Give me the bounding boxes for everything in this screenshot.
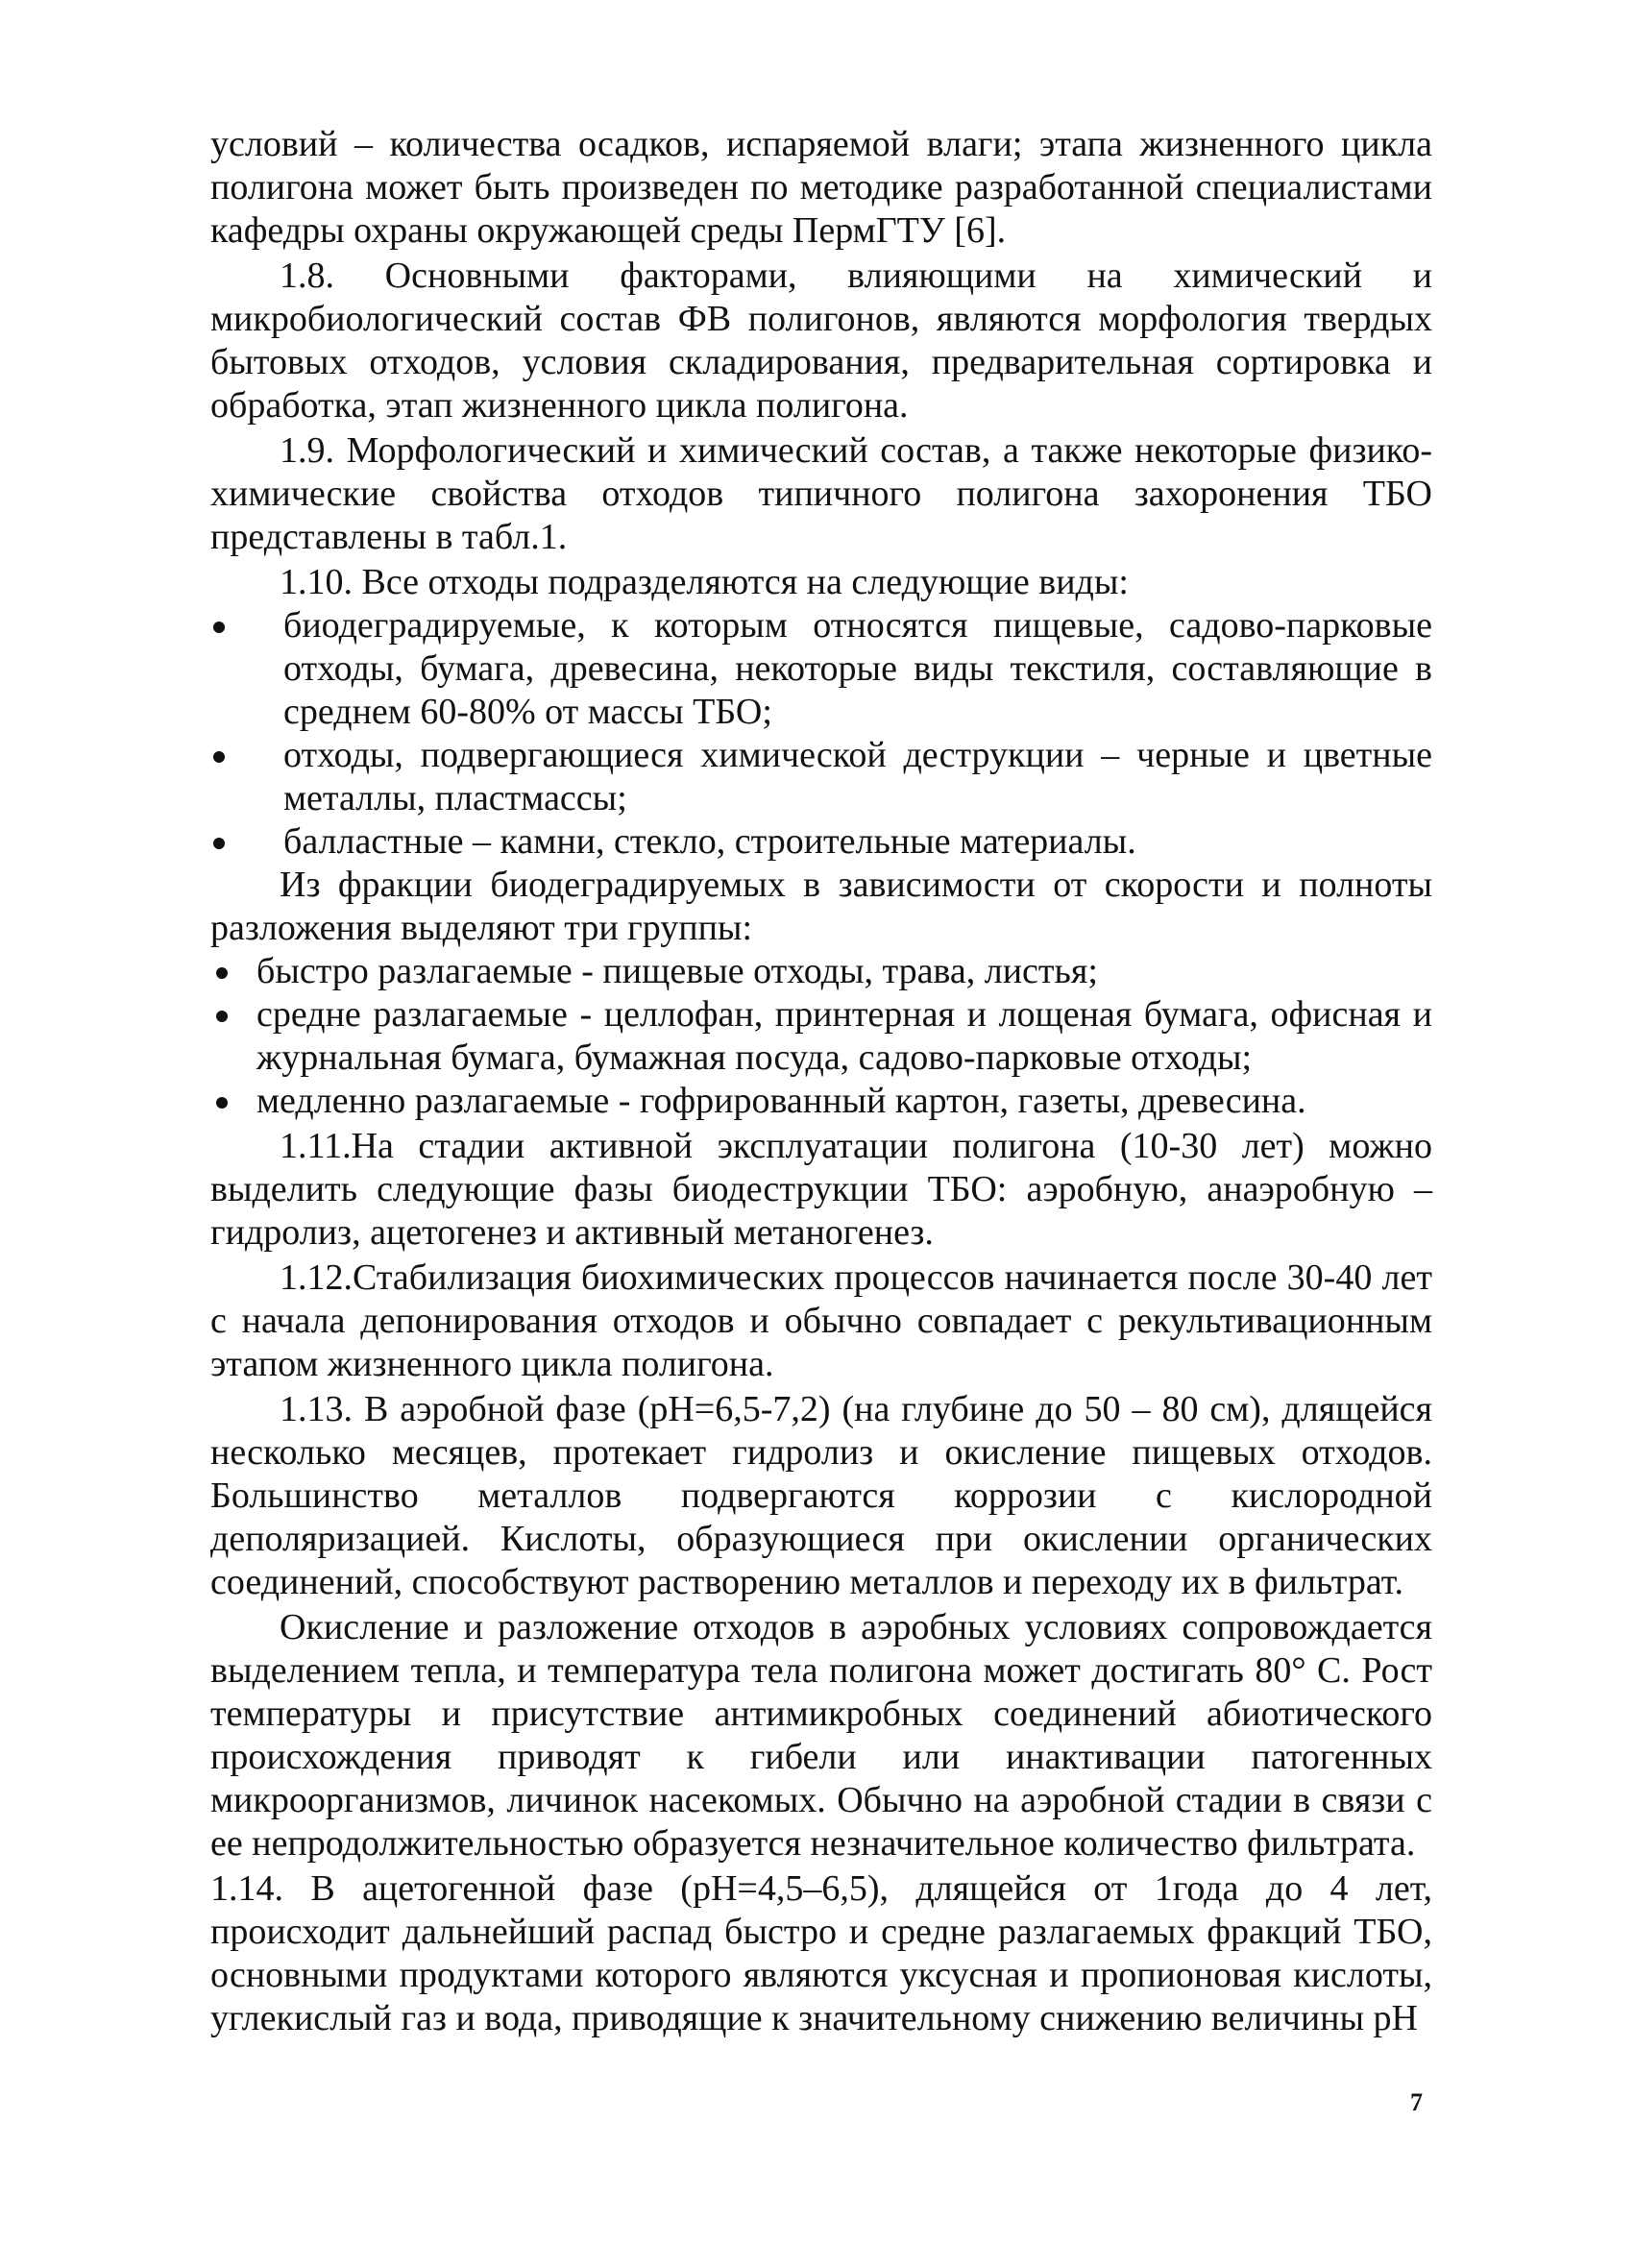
paragraph-1-13: 1.13. В аэробной фазе (pH=6,5-7,2) (на глубине до 50 – 80 см), длящейся несколько месяцев, протекает гидролиз и окисление пищевых отходов. Большинство металлов подвергаются коррозии с кислородной деполяризацией. Кислоты, образующиеся при окислении органических соединений, способствуют растворению металлов и переходу их в фильтрат. — [210, 1389, 1432, 1602]
paragraph-1-14: 1.14. В ацетогенной фазе (pH=4,5–6,5), длящейся от 1года до 4 лет, происходит дальнейший распад быстро и средне разлагаемых фракций ТБО, основными продуктами которого являются уксусная и пропионовая кислоты, углекислый газ и вода, приводящие к значительному снижению величины pH — [210, 1868, 1432, 2038]
list-item — [210, 820, 1432, 864]
list-item — [210, 734, 1432, 820]
paragraph-1-10: 1.10. Все отходы подразделяются на следующие виды: — [280, 562, 1129, 602]
list-item — [210, 993, 1432, 1080]
paragraph-1-12: 1.12.Стабилизация биохимических процессов начинается после 30-40 лет с начала депонирования отходов и обычно совпадает с рекультивационным этапом жизненного цикла полигона. — [210, 1257, 1432, 1384]
page-number: 7 — [1410, 2088, 1423, 2116]
bullet-icon — [216, 1097, 228, 1109]
bullet-icon — [216, 967, 228, 979]
paragraph-1-9: 1.9. Морфологический и химический состав, а также некоторые физико-химические свойства отходов типичного полигона захоронения ТБО представлены в табл.1. — [210, 430, 1432, 557]
bullet-icon — [213, 622, 225, 633]
bullet-icon — [213, 751, 225, 763]
paragraph-intro: условий – количества осадков, испаряемой влаги; этапа жизненного цикла полигона может быть произведен по методике разработанной специалистами кафедры охраны окружающей среды ПермГТУ [6]. — [210, 124, 1432, 251]
list-item-text: средне разлагаемые - целлофан, принтерная и лощеная бумага, офисная и журнальная бумага, бумажная посуда, садово-парковые отходы; — [256, 994, 1432, 1078]
list-item — [210, 1080, 1432, 1123]
bullet-icon — [216, 1011, 228, 1022]
list-item-text: медленно разлагаемые - гофрированный картон, газеты, древесина. — [256, 1081, 1306, 1121]
waste-types-list — [210, 604, 1432, 864]
paragraph-fraction-intro: Из фракции биодеградируемых в зависимости от скорости и полноты разложения выделяют три группы: — [210, 865, 1432, 948]
bullet-icon — [213, 838, 225, 849]
decomposition-groups-list — [210, 950, 1432, 1123]
list-item-text: отходы, подвергающиеся химической деструкции – черные и цветные металлы, пластмассы; — [283, 735, 1432, 818]
list-item-text: биодеградируемые, к которым относятся пищевые, садово-парковые отходы, бумага, древесина, некоторые виды текстиля, составляющие в среднем 60-80% от массы ТБО; — [283, 605, 1432, 732]
list-item — [210, 604, 1432, 734]
page-body — [210, 123, 1432, 2040]
paragraph-1-8: 1.8. Основными факторами, влияющими на химический и микробиологический состав ФВ полигонов, являются морфология твердых бытовых отходов, условия складирования, предварительная сортировка и обработка, этап жизненного цикла полигона. — [210, 256, 1432, 426]
list-item — [210, 950, 1432, 993]
paragraph-oxidation: Окисление и разложение отходов в аэробных условиях сопровождается выделением тепла, и температура тела полигона может достигать 80° С. Рост температуры и присутствие антимикробных соединений абиотического происхождения приводят к гибели или инактивации патогенных микроорганизмов, личинок насекомых. Обычно на аэробной стадии в связи с ее непродолжительностью образуется незначительное количество фильтрата. — [210, 1607, 1432, 1864]
list-item-text: балластные – камни, стекло, строительные материалы. — [283, 821, 1136, 862]
paragraph-1-11: 1.11.На стадии активной эксплуатации полигона (10-30 лет) можно выделить следующие фазы биодеструкции ТБО: аэробную, анаэробную – гидролиз, ацетогенез и активный метаногенез. — [210, 1126, 1432, 1253]
list-item-text: быстро разлагаемые - пищевые отходы, трава, листья; — [256, 951, 1098, 991]
